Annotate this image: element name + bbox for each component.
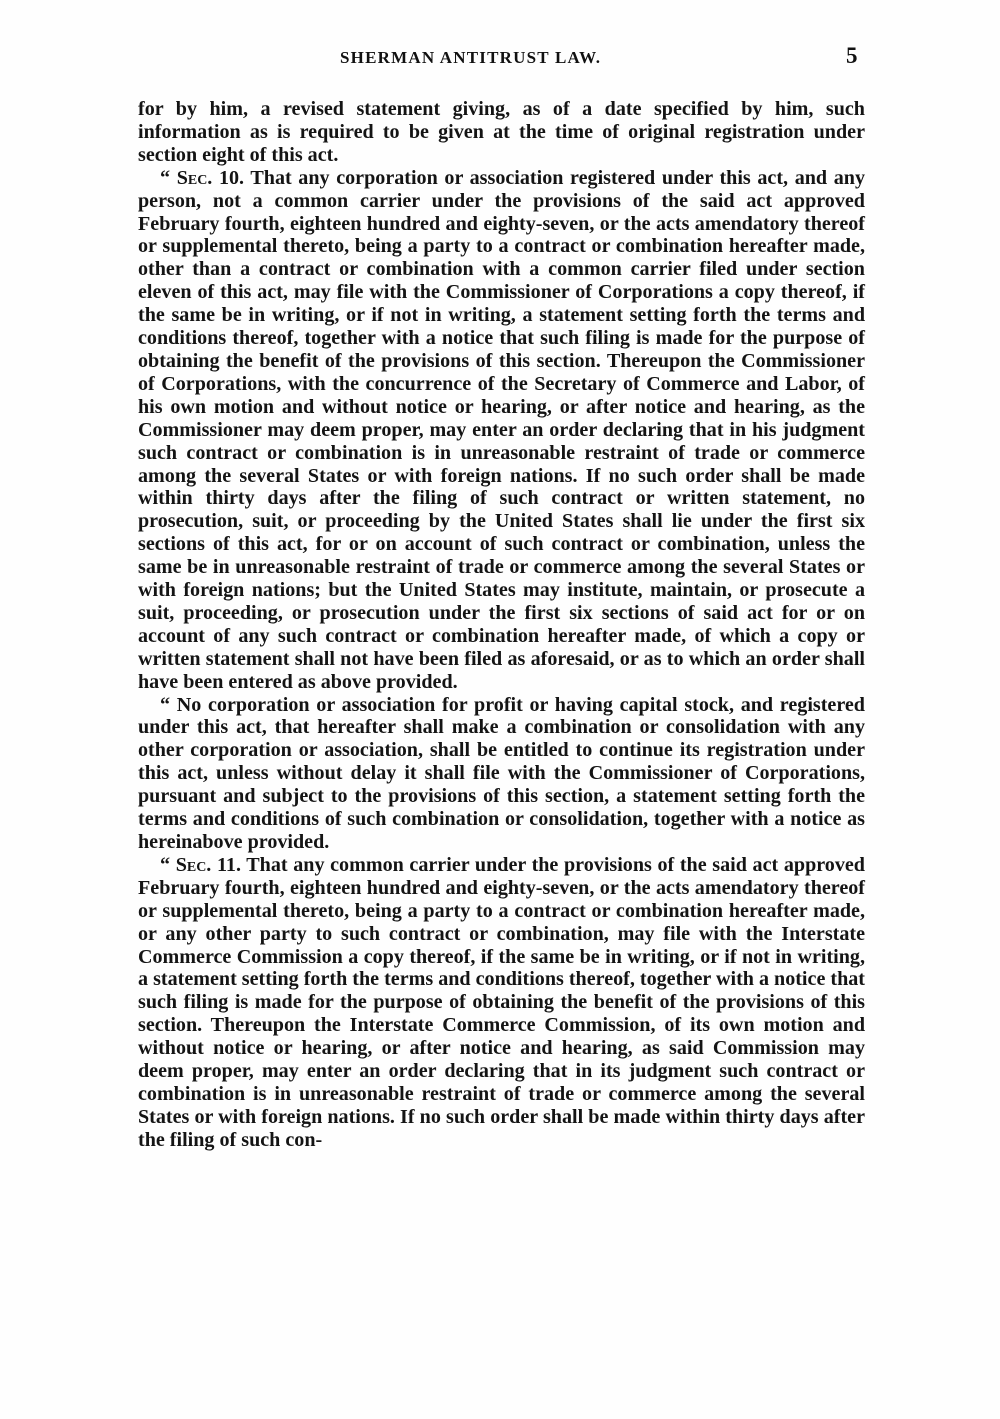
quote-mark: “ [160,166,177,189]
section-label: Sec. 11. [175,853,241,876]
paragraph-text: That any corporation or association registered under this act, and any person, not a common carrier under the provisions of the said act approved February fourth, eighteen hundred and eighty-seven, or the acts amendatory thereof or supplemental thereto, being a party to a contract or combination hereafter made, other than a contract or combination with a common carrier filed under section eleven of this act, may file with the Commissioner of Corporations a copy thereof, if the same be in writing, or if not in writing, a statement setting forth the terms and conditions thereof, together with a notice that such filing is made for the purpose of obtaining the benefit of the provisions of this section. Thereupon the Commissioner of Corporations, with the concurrence of the Secretary of Commerce and Labor, of his own motion and without notice or hearing, or after notice and hearing, as the Commissioner may deem proper, may enter an order declaring that in his judgment such contract or combination is in unreasonable restraint of trade or commerce among the several States or with foreign nations. If no such order shall be made within thirty days after the filing of such contract or written statement, no prosecution, suit, or proceeding by the United States shall lie under the first six sections of this act, for or on account of such contract or combination, unless the same be in unreasonable restraint of trade or commerce among the several States or with foreign nations; but the United States may institute, maintain, or prosecute a suit, proceeding, or prosecution under the first six sections of said act for or on account of any such contract or combination hereafter made, of which a copy or written statement shall not have been filed as aforesaid, or as to which an order shall have been entered as above provided. [138,166,865,693]
paragraph-section-10 [138,167,865,694]
paragraph-continuation [138,98,865,167]
paragraph-text: “ No corporation or association for profit or having capital stock, and registered under this act, that hereafter shall make a combination or consolidation with any other corporation or association, shall be entitled to continue its registration under this act, unless without delay it shall file with the Commissioner of Corporations, pursuant and subject to the provisions of this section, a statement setting forth the terms and conditions of such combination or consolidation, together with a notice as hereinabove provided. [138,693,865,853]
paragraph-consolidation [138,694,865,854]
page-body [138,98,865,1152]
paragraph-text: for by him, a revised statement giving, as of a date specified by him, such information as is required to be given at the time of original registration under section eight of this act. [138,98,865,166]
page-number: 5 [846,43,858,68]
paragraph-section-11 [138,854,865,1152]
section-label: Sec. 10. [176,166,245,189]
quote-mark: “ [160,853,176,876]
paragraph-text: That any common carrier under the provisions of the said act approved February fourth, eighteen hundred and eighty-seven, or the acts amendatory thereof or supplemental thereto, being a party to a contract or combination hereafter made, or any other party to such contract or combination, may file with the Interstate Commerce Commission a copy thereof, if the same be in writing, or if not in writing, a statement setting forth the terms and conditions thereof, together with a notice that such filing is made for the purpose of obtaining the benefit of the provisions of this section. Thereupon the Interstate Commerce Commission, of its own motion and without notice or hearing, or after notice and hearing, as said Commission may deem proper, may enter an order declaring that in its judgment such contract or combination is in unreasonable restraint of trade or commerce among the several States or with foreign nations. If no such order shall be made within thirty days after the filing of such con- [138,853,865,1151]
running-head-title: SHERMAN ANTITRUST LAW. [340,48,602,67]
